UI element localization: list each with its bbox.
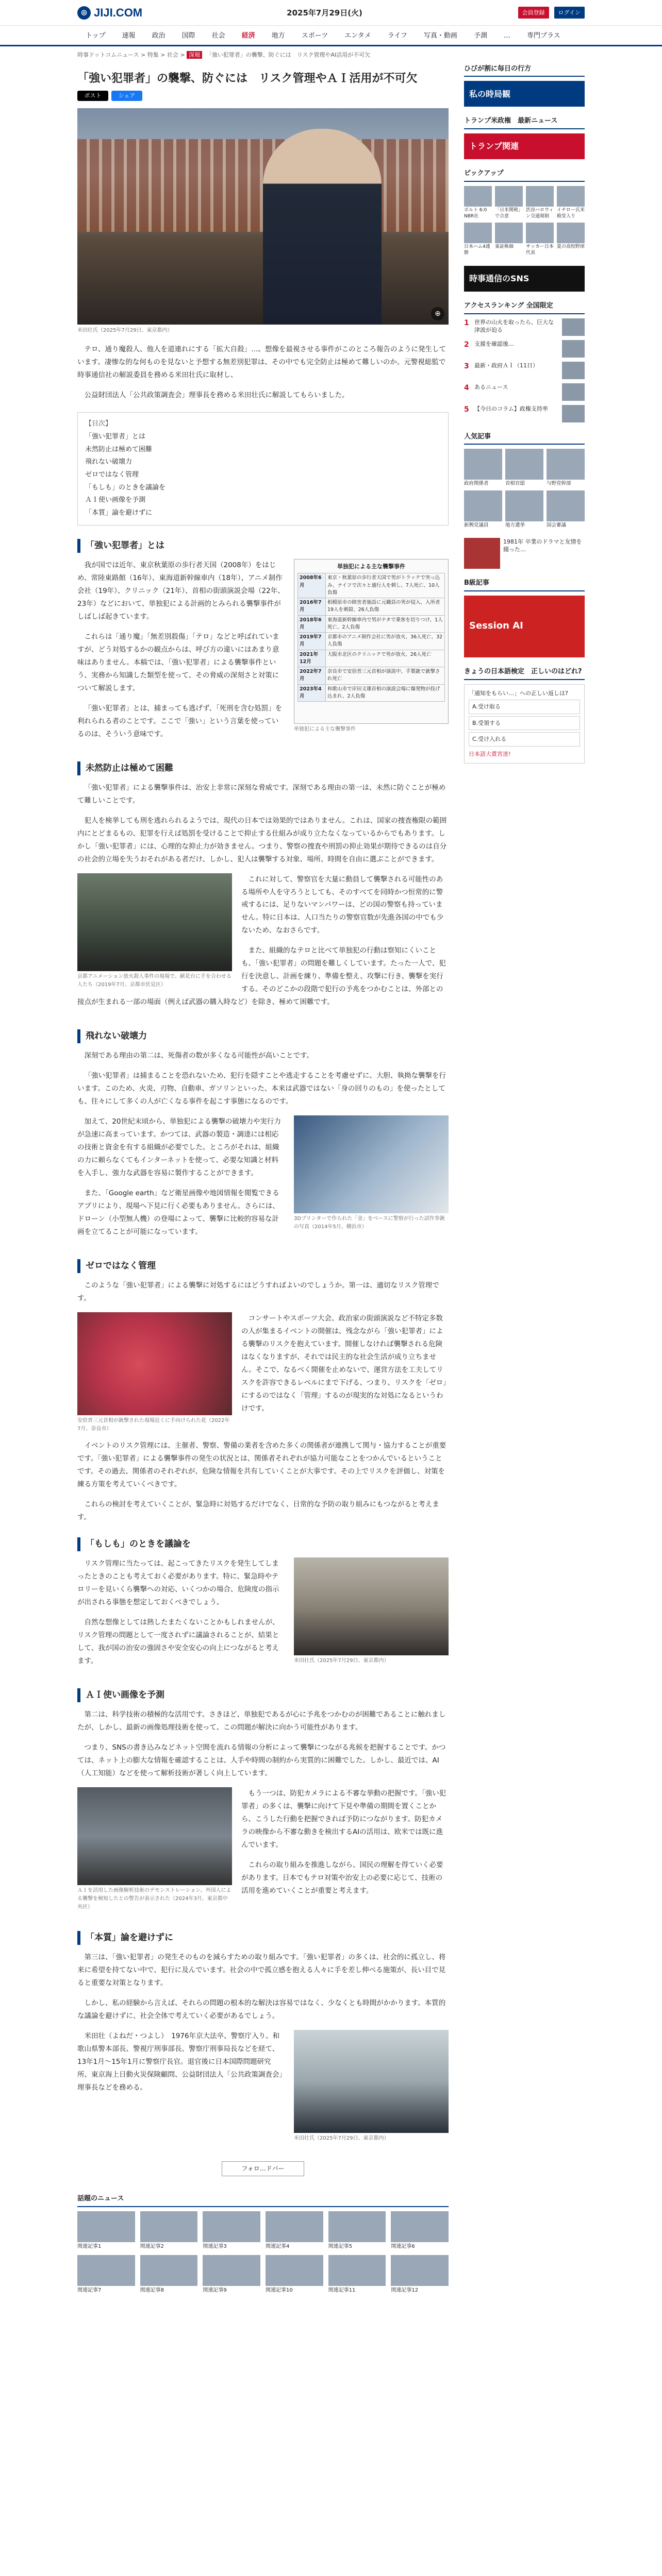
popular-thumb (505, 449, 543, 480)
pickup-item[interactable] (464, 186, 492, 219)
popular-label: 首相官邸 (505, 481, 525, 487)
pickup-label: 東証株価 (495, 244, 514, 250)
article-main (77, 64, 449, 2189)
breadcrumb-tag: 深堀 (187, 51, 202, 59)
follow-button[interactable]: フォロ…ドバー (222, 2161, 304, 2176)
ranking-thumb (562, 362, 585, 379)
chart-row (298, 615, 445, 633)
related-label: 関連記事1 (77, 2243, 102, 2249)
related-item[interactable] (328, 2255, 386, 2294)
related-label: 関連記事8 (140, 2287, 164, 2293)
news-banner[interactable]: トランプ関連 (464, 133, 585, 159)
section-heading: 「強い犯罪者」とは (77, 539, 449, 553)
pickup-item[interactable] (526, 223, 554, 256)
chart-text: 和歌山市で岸田文雄首相の演説会場に爆発物が投げ込まれ、2人負傷 (326, 684, 445, 702)
body-paragraph: 自然な想像としては熱したまたくないことかもしれませんが、リスク管理の問題として一度されずに議論されることが、結果として、我が国の治安の強固さや安全安心の向上につながると考えます。 (77, 1618, 279, 1665)
related-item[interactable] (140, 2211, 198, 2250)
breadcrumb: 時事ドットコムニュース > 特集 > 社会 > 深堀 「強い犯罪者」の襲撃、防ぐには リスク管理やAI活用が不可欠 (77, 52, 371, 58)
body-paragraph: しかし、私の経験から言えば、それらの問題の根本的な解決は容易ではなく、少なくとも時間がかかります。本質的な議論を避けずに、社会全体で考えていく必要があるでしょう。 (77, 1999, 446, 2020)
3d-gun-photo (294, 1115, 449, 1213)
pickup-item[interactable] (526, 186, 554, 219)
nav-item[interactable]: … (503, 32, 510, 40)
related-thumb (203, 2255, 260, 2286)
lead-paragraph: 公益財団法人「公共政策調査会」理事長を務める米田壮氏に解説してもらいました。 (84, 391, 349, 400)
interview-figure[interactable] (294, 1557, 449, 1665)
flowers-photo (77, 1312, 232, 1415)
popular-thumb (505, 490, 543, 521)
sidebar-heading: トランプ米政権 最新ニュース (464, 116, 585, 129)
ranking-number: 2 (464, 340, 469, 349)
body-paragraph: リスク管理に当たっては、起こってきたリスクを発生してしまったときのことも考えておく必要があります。特に、緊急時やテロリーを見いくら襲撃への対応、いくつかの場合、危険度の指示が出される事態を想定しておくべきでしょう。 (77, 1560, 279, 1607)
toc-item[interactable]: 「もしも」のときを議論を (85, 483, 166, 492)
ranking-label: 最新・政府ＡＩ（11日） (474, 362, 538, 369)
body-paragraph: これに対して、警察官を大量に動員して襲撃される可能性のある場所や人を守ろうとしても、そのすべてを同時かつ恒常的に警戒するには、足りないマンパワーは、どの国の警察も持っていません。特に日本は、人口当たりの警察官数が先進各国の中でも少ないため、なおさらです。 (241, 875, 444, 935)
related-thumb (77, 2211, 135, 2242)
chart-text: 京都市のアニメ制作会社に男が放火、36人死亡、32人負傷 (326, 633, 445, 650)
kyoani-figure[interactable] (77, 873, 232, 989)
login-button[interactable]: ログイン (554, 7, 585, 19)
hero-image[interactable] (77, 108, 449, 325)
sidebar-heading: B級記事 (464, 578, 585, 591)
popular-label: 国会審議 (547, 522, 567, 528)
ranking-label: 世界の山火を取ったら、巨大な津波が迫る (474, 318, 554, 333)
sidebar-heading: 人気記事 (464, 432, 585, 445)
related-label: 関連記事12 (391, 2287, 419, 2293)
toc-item[interactable]: 飛れない破壊力 (85, 458, 133, 466)
pickup-thumb (526, 186, 554, 207)
related-thumb (328, 2211, 386, 2242)
pickup-thumb (557, 186, 585, 207)
header-date: 2025年7月29日(火) (287, 8, 362, 18)
related-thumb (266, 2255, 323, 2286)
nav-item[interactable]: 地方 (271, 32, 285, 40)
flowers-figure[interactable] (77, 1312, 232, 1433)
chart-text: 大阪市北区のクリニックで男が放火、26人死亡 (326, 650, 445, 667)
nav-item[interactable]: 国際 (181, 32, 195, 40)
ad-text: 1981年 卒業のドラマと友情を綴った… (503, 538, 582, 553)
body-paragraph: もう一つは、防犯カメラによる不審な挙動の把握です。「強い犯罪者」の多くは、襲撃に向けて下見や準備の期間を置くことから、こうした行動を把握できれば予防につながります。防犯カメラの映像から不審な動きを検出するAIの活用は、欧米では既に進んでいます。 (241, 1789, 446, 1849)
quiz-option[interactable]: A.受け取る (469, 700, 580, 714)
body-paragraph: 深刻である理由の第二は、死傷者の数が多くなる可能性が高いことです。 (84, 1052, 313, 1060)
pickup-label: ボルト 6:0 NBR社 (464, 207, 487, 219)
body-paragraph: コンサートやスポーツ大会、政治家の街頭演説など不特定多数の人が集まるイベントの開催は、残念ながら「強い犯罪者」による襲撃のリスクを抱えています。開催しなければ襲撃される危険はなくなりますが、それでは民主的な社会生活が成り立ちません。そこで、なるべく開催を止めないで、運営方法を工夫してリスクを許容できるレベルにまで下げる、つまり、リスクを「ゼロ」にするのではなく「管理」するのが現実的な対処になるというわけです。 (241, 1314, 446, 1413)
chart-year: 2016年7月 (298, 598, 326, 616)
interview-photo (294, 1557, 449, 1655)
quiz-question: 「通知をもらい…」への正しい返しは? (469, 689, 568, 697)
ad-item[interactable] (464, 538, 585, 569)
body-paragraph: イベントのリスク管理には、主催者、警察、警備の業者を含めた多くの関係者が連携して関与・協力することが重要です。「強い犯罪者」による襲撃事件の発生の状況とは、関係者それぞれが協力可能なことをつかんでいるということです。その過去、関係者のそれぞれが、危険な情報を共有していくことが大事です。その上でリスクを評価し、対策を練る方策を考えていくべきです。 (77, 1442, 446, 1489)
ranking-number: 3 (464, 362, 469, 370)
pickup-item[interactable] (557, 186, 585, 219)
nav-item[interactable]: 経済 (241, 32, 255, 40)
attack-chart (294, 559, 449, 724)
ai-demo-figure[interactable] (77, 1787, 232, 1911)
section-heading: 「もしも」のときを議論を (77, 1537, 449, 1551)
table-of-contents (77, 412, 449, 526)
3d-gun-figure[interactable] (294, 1115, 449, 1231)
body-paragraph: これらの取り組みを推進しながら、国民の理解を得ていく必要があります。日本でもテロ対策や治安上の必要に応じて、技術の活用を進めていくことが重要と考えます。 (241, 1860, 443, 1895)
nav-item[interactable]: 速報 (122, 32, 136, 40)
site-logo[interactable] (77, 4, 142, 22)
popular-label: 政府関係者 (464, 481, 489, 487)
body-paragraph: また、組織的なテロと比べて単独犯の行動は察知にくいことも、「強い犯罪者」の問題を難しくしています。たった一人で、犯行を決意し、計画を練り、準備を整え、攻撃に行き、襲撃を実行する。そのどこかの段階で犯行の予兆をつかむことは、外部との接点が生まれる一部の場面（例えば武器の購入時など）を除き、極めて困難です。 (77, 946, 446, 1007)
related-label: 関連記事6 (391, 2243, 415, 2249)
related-thumb (77, 2255, 135, 2286)
nav-item[interactable]: ライフ (387, 32, 407, 40)
related-item[interactable] (266, 2211, 323, 2250)
figure-caption: 米田壮氏（2025年7月29日、東京都内） (294, 1658, 389, 1664)
related-item[interactable] (77, 2211, 135, 2250)
body-paragraph: 第二は、科学技術の積極的な活用です。さきほど、単独犯であるが心に予兆をつかむのが困難であることに触れましたが、しかし、最新の画像処理技術を使って、この問題が解決に向かう可能性があります。 (77, 1710, 446, 1732)
pickup-label: 渋谷ハロウィン交通規制 (526, 207, 554, 219)
ranking-label: あるニュース (474, 383, 508, 391)
related-label: 関連記事3 (203, 2243, 227, 2249)
ranking-label: 【今日のコラム】政権支持率 (474, 405, 548, 412)
ranking-item[interactable] (464, 362, 585, 379)
figure-caption: ＡＩを活用した画像解析技術のデモンストレーション。外国人による襲撃を検知したとの警告が表示された（2024年3月、東京都中央区） (77, 1887, 231, 1910)
chart-row (298, 598, 445, 616)
related-item[interactable] (266, 2255, 323, 2294)
chart-text: 東海道新幹線車内で男がナタで乗客を切りつけ、1人死亡、2人負傷 (326, 615, 445, 633)
related-heading: 話題のニュース (77, 2194, 449, 2207)
body-paragraph: 「強い犯罪者」による襲撃事件は、治安上非常に深刻な脅威です。深刻である理由の第一は、未然に防ぐことが極めて難しいことです。 (77, 783, 446, 805)
popular-label: 地方選挙 (505, 522, 525, 528)
hero-caption: 米田壮氏（2025年7月29日、東京都内） (77, 328, 173, 334)
chart-year: 2018年6月 (298, 615, 326, 633)
body-paragraph: このような「強い犯罪者」による襲撃に対処するにはどうすればよいのでしょうか。第一は、適切なリスク管理です。 (77, 1281, 439, 1303)
figure-caption: 安倍晋三元首相が銃撃された現場近くに手向けられた花（2022年7月、奈良市） (77, 1418, 230, 1432)
related-label: 関連記事2 (140, 2243, 164, 2249)
body-paragraph: これらの検討を考えていくことが、緊急時に対処するだけでなく、日常的な予防の取り組みにもつながると考えます。 (77, 1500, 439, 1521)
chart-year: 2022年7月 (298, 667, 326, 685)
pickup-label: 日本ハム4連勝 (464, 244, 490, 256)
chart-year: 2023年4月 (298, 684, 326, 702)
ranking-thumb (562, 318, 585, 336)
chart-row (298, 633, 445, 650)
toc-item[interactable]: 「本質」論を避けずに (85, 509, 153, 517)
related-thumb (391, 2211, 449, 2242)
pickup-thumb (495, 223, 523, 243)
section-heading: ＡＩ使い画像を予測 (77, 1688, 449, 1702)
related-thumb (140, 2211, 198, 2242)
body-paragraph: つまり、SNSの書き込みなどネット空間を流れる情報の分析によって襲撃につながる兆候を把握することです。かつては、ネット上の膨大な情報を確認することは、人手や時間の制約から実質的に困難でした。しかし、最近では、AI（人工知能）などを使って解析技術が著しく向上しています。 (77, 1743, 446, 1777)
related-label: 関連記事10 (265, 2287, 293, 2293)
section-heading: ゼロではなく管理 (77, 1259, 449, 1273)
recommend-banner[interactable]: 私の時局観 (464, 81, 585, 107)
nav-item[interactable]: 写真・動画 (423, 32, 457, 40)
ranking-thumb (562, 405, 585, 422)
quiz-box (464, 684, 585, 764)
breadcrumb-item[interactable]: 社会 (167, 52, 179, 58)
quiz-option[interactable]: B.受領する (469, 716, 580, 731)
ranking-label: 支援を確認後… (474, 340, 514, 347)
zoom-icon[interactable]: ⊕ (431, 307, 444, 320)
hero-person (263, 129, 382, 325)
chart-year: 2008年6月 (298, 573, 326, 598)
quiz-link[interactable]: 日本語大賞宮迷! (469, 750, 511, 757)
related-label: 関連記事7 (77, 2287, 102, 2293)
popular-label: 新興党議員 (464, 522, 489, 528)
register-button[interactable]: 会員登録 (518, 7, 549, 19)
popular-item[interactable] (547, 490, 585, 529)
related-item[interactable] (391, 2255, 449, 2294)
ranking-number: 4 (464, 383, 469, 392)
pickup-label: サッカー日本代表 (526, 244, 554, 256)
sidebar-heading: きょうの日本語検定 正しいのはどれ? (464, 667, 585, 680)
pickup-item[interactable] (557, 223, 585, 256)
popular-label: 与野党幹部 (547, 481, 571, 487)
pickup-thumb (557, 223, 585, 243)
author-profile: 米田壮（よねだ・つよし） 1976年京大法卒、警察庁入り。和歌山県警本部長、警視庁刑事部長、警察庁刑事局長などを経て、13年1月〜15年1月に警察庁長官。退官後に日本国際問題研究所、東京海上日動火災保険顧問、公益財団法人「公共政策調査会」理事長などを務める。 (77, 2031, 283, 2092)
related-thumb (266, 2211, 323, 2242)
popular-thumb (547, 449, 585, 480)
body-paragraph: また、「Google earth」など衛星画像や地図情報を閲覧できるアプリにより、現場へ下見に行く必要もありません。さらには、ドローン（小型無人機）の登場によって、襲撃に比較的容易な計画を立てることが可能になっています。 (77, 1189, 279, 1236)
ranking-thumb (562, 340, 585, 358)
pickup-thumb (464, 186, 492, 207)
main-nav (0, 26, 662, 46)
popular-item[interactable] (505, 449, 543, 487)
toc-item[interactable]: 未然防止は極めて困難 (85, 445, 153, 453)
body-paragraph: 犯人を検挙しても刑を逃れられるようでは、現代の日本では効果的ではありません。これは、国家の捜査権限の範囲内にとどまるもの、犯罪を行えば処罰を受けることで抑止する仕組みが成り立たなくなっているからでもあります。しかし「強い犯罪者」には、心理的な抑止力が効きません。つまり、警察の捜査や刑罰の抑止効果が期待できるのは自分の社会的立場を失うおそれがある者だけ、しかし、犯人は襲撃する対象、場所、時間を自由に選ぶことができます。 (77, 816, 447, 863)
chart-caption: 単独犯による主な襲撃事件 (294, 726, 356, 732)
logo-text: JIJI.COM (94, 6, 143, 19)
related-item[interactable] (140, 2255, 198, 2294)
related-item[interactable] (203, 2255, 260, 2294)
ranking-item[interactable] (464, 383, 585, 401)
chart-row (298, 650, 445, 667)
pickup-label: 夏の高校野球 (557, 244, 585, 250)
figure-caption: 米田壮氏（2025年7月29日、東京都内） (294, 2135, 389, 2141)
chart-year: 2019年7月 (298, 633, 326, 650)
breadcrumb-current: 「強い犯罪者」の襲撃、防ぐには リスク管理やAI活用が不可欠 (206, 52, 371, 58)
sns-banner[interactable]: 時事通信のSNS (464, 266, 585, 292)
pickup-item[interactable] (464, 223, 492, 256)
chart-table (297, 573, 445, 702)
related-label: 関連記事5 (328, 2243, 353, 2249)
chart-row (298, 573, 445, 598)
popular-item[interactable] (547, 449, 585, 487)
quiz-option[interactable]: C.受け入れる (469, 732, 580, 747)
section-heading: 「本質」論を避けずに (77, 1931, 449, 1945)
related-item[interactable] (203, 2211, 260, 2250)
nav-item[interactable]: 政治 (152, 32, 166, 40)
ai-demo-photo (77, 1787, 232, 1885)
chart-text: 奈良市で安倍晋三元首相が演説中、手製銃で銃撃され死亡 (326, 667, 445, 685)
section-heading: 未然防止は極めて困難 (77, 761, 449, 775)
profile-figure[interactable] (294, 2030, 449, 2143)
pickup-item[interactable] (495, 223, 523, 256)
chart-title: 単独犯による主な襲撃事件 (337, 563, 405, 570)
toc-item[interactable]: 「強い犯罪者」とは (85, 432, 146, 440)
related-thumb (391, 2255, 449, 2286)
share-bar (77, 91, 449, 101)
attack-chart-figure[interactable] (294, 559, 449, 734)
nav-item[interactable]: 社会 (211, 32, 225, 40)
ranking-item[interactable] (464, 318, 585, 336)
ranking-number: 5 (464, 405, 469, 414)
related-thumb (328, 2255, 386, 2286)
sidebar (464, 64, 585, 2189)
related-label: 関連記事9 (203, 2287, 227, 2293)
share-facebook-button[interactable]: シェア (111, 91, 142, 101)
figure-caption: 京都アニメーション放火殺人事件の現場で、献花台に手を合わせる人たち（2019年7月、京都市伏見区） (77, 973, 231, 988)
popular-item[interactable] (464, 449, 502, 487)
popular-thumb (464, 449, 502, 480)
breadcrumb-item[interactable]: 時事ドットコムニュース (77, 52, 139, 58)
pickup-item[interactable] (495, 186, 523, 219)
toc-item[interactable]: ゼロではなく管理 (85, 471, 139, 479)
popular-thumb (464, 490, 502, 521)
ad-thumb (464, 538, 500, 569)
related-thumb (140, 2255, 198, 2286)
chart-year: 2021年12月 (298, 650, 326, 667)
popular-item[interactable] (505, 490, 543, 529)
ranking-thumb (562, 383, 585, 401)
logo-mark-icon: ◎ (77, 6, 91, 20)
ranking-item[interactable] (464, 405, 585, 422)
related-item[interactable] (391, 2211, 449, 2250)
nav-item[interactable]: エンタメ (344, 32, 371, 40)
chart-text: 相模原市の障害者施設に元職員の男が侵入、入所者19人を刺殺、26人負傷 (326, 598, 445, 616)
related-thumb (203, 2211, 260, 2242)
ranking-number: 1 (464, 318, 469, 327)
pickup-thumb (526, 223, 554, 243)
article-title: 「強い犯罪者」の襲撃、防ぐには リスク管理やＡＩ活用が不可欠 (77, 72, 418, 85)
breadcrumb-item[interactable]: 特集 (147, 52, 159, 58)
kyoani-photo (77, 873, 232, 971)
popular-item[interactable] (464, 490, 502, 529)
chart-row (298, 667, 445, 685)
related-news (0, 2194, 662, 2294)
nav-item[interactable]: 予測 (473, 32, 487, 40)
related-item[interactable] (77, 2255, 135, 2294)
nav-item[interactable]: 専門プラス (526, 32, 560, 40)
pickup-thumb (495, 186, 523, 207)
pickup-thumb (464, 223, 492, 243)
body-paragraph: 第三は、「強い犯罪者」の発生そのものを減らすための取り組みです。「強い犯罪者」の多くは、社会的に孤立し、将来に希望を持てない中で、犯行に及んでいます。社会の中で孤立感を抱える人々に手を差し伸べる施策が、長い目で見ると重要な対策となります。 (77, 1953, 446, 1988)
site-header (0, 0, 662, 26)
body-paragraph: 「強い犯罪者」は捕まることを恐れないため、犯行を隠すことや逃走することを考慮せずに、大胆、執拗な襲撃を行います。このため、火炎、刃物、自動車、ガソリンといった、本来は武器ではない「身の回りのもの」を使ったとしても、往々にして多くの人が亡くなる事件を起こす事態になるのです。 (77, 1072, 446, 1106)
chart-row (298, 684, 445, 702)
toc-item[interactable]: ＡＩ使い画像を予測 (85, 496, 146, 504)
share-x-button[interactable]: ポスト (77, 91, 108, 101)
body-paragraph: 「強い犯罪者」とは、捕まっても逃げず、「死刑を含む処罰」を利れられる者のことです。ここで「強い」という言葉を使っているのは、そういう意味です。 (77, 704, 283, 738)
figure-caption: 3Dプリンターで作られた「金」をベースに警察が行った試作拳銃の写真（2014年5月、横浜市） (294, 1216, 445, 1230)
nav-item[interactable]: トップ (86, 32, 106, 40)
session-ai-banner[interactable]: Session AI (464, 596, 585, 657)
ranking-item[interactable] (464, 340, 585, 358)
pickup-label: イチロー氏米殿堂入り (557, 207, 585, 219)
pickup-label: 「日米関税」で合意 (495, 207, 523, 219)
body-paragraph: 加えて、20世紀末頃から、単独犯による襲撃の破壊力や実行力が急速に高まっています。かつては、武器の製造・調達には相応の技術と資金を有する組織が必要でした。ところがそれは、組織の力に頼らなくてもインターネットを使って、必要な知識と材料を入手し、強力な武器を容易に製作することができます。 (77, 1117, 281, 1178)
profile-photo (294, 2030, 449, 2133)
body-paragraph: これらは「通り魔」「無差別殺傷」「テロ」などと呼ばれていますが、どう対処するかの観点からは、呼び方の違いにはあまり意味はありません。本稿では、「強い犯罪者」による襲撃事件という、実務から知識した類型を使って、その脅威の深刻さと対策について解説します。 (77, 632, 279, 692)
sidebar-heading: アクセスランキング 全国限定 (464, 301, 585, 314)
chart-text: 東京・秋葉原の歩行者天国で男がトラックで突っ込み、ナイフで次々と通行人を刺し、7人死亡、10人負傷 (326, 573, 445, 598)
lead-paragraph: テロ、通り魔殺人、他人を道連れにする「拡大自殺」…。想像を最視させる事件がこのところ報告のように発生しています。凄惨な的な何ものを見ないと予想する無差別犯罪は、その中でも完全防止は極めて難しいのか。元警視総監で時事通信社の解説委員を務める米田壮氏に取材し、 (77, 345, 446, 380)
sidebar-heading: ピックアップ (464, 168, 585, 182)
popular-thumb (547, 490, 585, 521)
toc-title: 【目次】 (85, 420, 112, 428)
section-heading: 飛れない破壊力 (77, 1029, 449, 1043)
related-label: 関連記事4 (265, 2243, 290, 2249)
related-label: 関連記事11 (328, 2287, 356, 2293)
related-item[interactable] (328, 2211, 386, 2250)
nav-item[interactable]: スポーツ (301, 32, 328, 40)
sidebar-heading: ひびが割に毎日の行方 (464, 64, 585, 77)
body-paragraph: 我が国では近年、東京秋葉原の歩行者天国（2008年）をはじめ、常陸東路館（16年）、東海道新幹線車内（18年）、アニメ制作会社（19年）、クリニック（21年）、首相の街頭演説会場（22年、23年）などにおいて、単独犯による計画的とみられる襲撃事件がしばしば起きています。 (77, 561, 285, 621)
